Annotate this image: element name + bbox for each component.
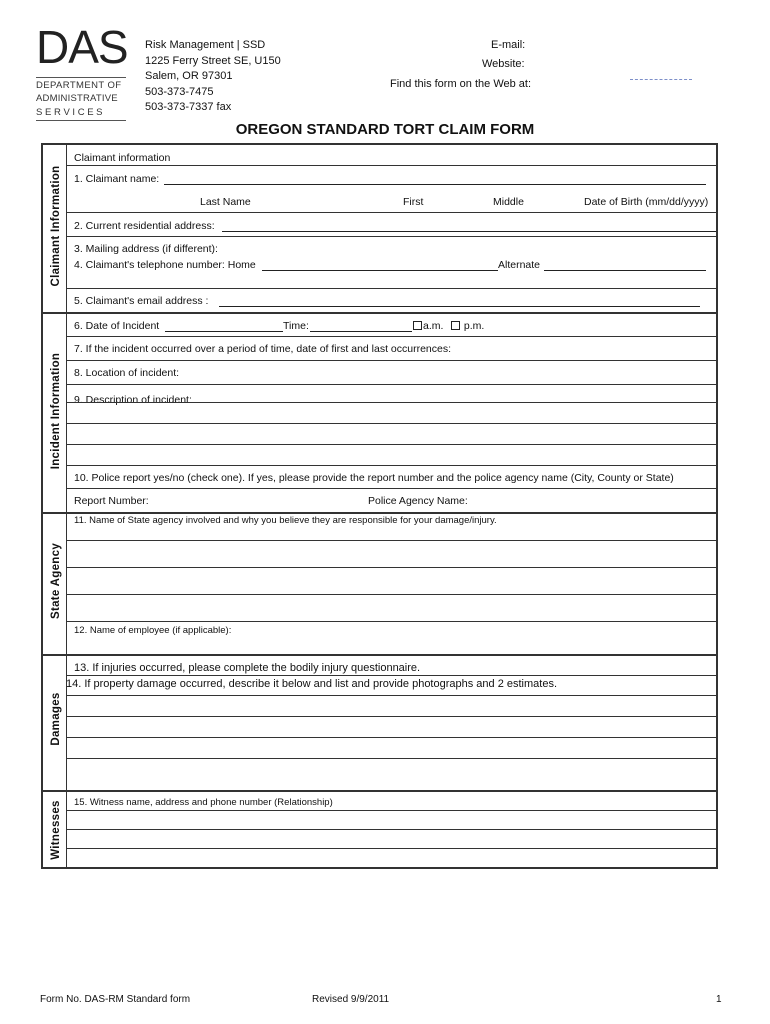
last-name-label: Last Name bbox=[200, 196, 251, 208]
logo-letters: DAS bbox=[36, 21, 128, 73]
q4-telephone: 4. Claimant's telephone number: Home bbox=[74, 259, 256, 271]
footer-revised: Revised 9/9/2011 bbox=[312, 994, 390, 1005]
q2-residential-address: 2. Current residential address: bbox=[74, 220, 215, 232]
time-label: Time: bbox=[283, 320, 309, 332]
contact-line-3: Salem, OR 97301 bbox=[145, 70, 233, 82]
claimant-name-line[interactable] bbox=[164, 184, 706, 185]
section-label-agency: State Agency bbox=[50, 542, 62, 620]
q3-mailing-address: 3. Mailing address (if different): bbox=[74, 243, 218, 255]
pm-option[interactable] bbox=[451, 320, 484, 332]
email-label: E-mail: bbox=[491, 39, 526, 51]
incident-date-line[interactable] bbox=[165, 331, 283, 332]
residential-address-line[interactable] bbox=[222, 231, 716, 232]
first-name-label: First bbox=[403, 196, 424, 208]
q9-description: 9. Description of incident: bbox=[74, 394, 192, 406]
pm-checkbox[interactable] bbox=[451, 321, 460, 330]
police-agency-label: Police Agency Name: bbox=[368, 495, 468, 507]
web-link[interactable] bbox=[630, 77, 692, 80]
form-title: OREGON STANDARD TORT CLAIM FORM bbox=[235, 121, 535, 138]
logo-line-3: S E R V I C E S bbox=[36, 107, 103, 118]
middle-name-label: Middle bbox=[493, 196, 524, 208]
section-label-claimant: Claimant Information bbox=[50, 165, 62, 287]
q1-claimant-name: 1. Claimant name: bbox=[74, 173, 160, 185]
claimant-header: Claimant information bbox=[74, 152, 171, 164]
contact-block bbox=[145, 38, 281, 116]
q5-email: 5. Claimant's email address : bbox=[74, 295, 209, 307]
logo-line-2: ADMINISTRATIVE bbox=[36, 93, 118, 104]
section-label-damages: Damages bbox=[50, 692, 62, 746]
report-number-label: Report Number: bbox=[74, 495, 149, 507]
contact-line-5: 503-373-7337 fax bbox=[145, 101, 232, 113]
find-form-label: Find this form on the Web at: bbox=[390, 78, 532, 90]
pm-label: p.m. bbox=[463, 320, 485, 332]
incident-time-line[interactable] bbox=[310, 331, 412, 332]
email-line[interactable] bbox=[219, 306, 700, 307]
contact-line-2: 1225 Ferry Street SE, U150 bbox=[145, 54, 281, 67]
section-label-incident: Incident Information bbox=[50, 352, 62, 470]
q14-property-damage: 14. If property damage occurred, describe it below and list and provide photographs and 2 estimates. bbox=[66, 678, 558, 690]
logo-line-1: DEPARTMENT OF bbox=[36, 80, 122, 91]
footer-form-number: Form No. DAS-RM Standard form bbox=[40, 994, 191, 1005]
am-checkbox[interactable] bbox=[413, 321, 422, 330]
am-label: a.m. bbox=[423, 320, 444, 332]
q13-bodily-injury: 13. If injuries occurred, please complete the bodily injury questionnaire. bbox=[74, 662, 421, 674]
dob-label: Date of Birth (mm/dd/yyyy) bbox=[584, 196, 709, 208]
contact-line-4: 503-373-7475 bbox=[145, 85, 214, 98]
home-phone-line[interactable] bbox=[262, 270, 498, 271]
website-label: Website: bbox=[482, 58, 525, 70]
q10-police-report: 10. Police report yes/no (check one). If yes, please provide the report number and the police agency name (City, County or State) bbox=[74, 472, 674, 484]
q8-location: 8. Location of incident: bbox=[74, 367, 180, 379]
alternate-label: Alternate bbox=[498, 259, 541, 271]
footer-page-number: 1 bbox=[716, 994, 722, 1005]
q12-employee: 12. Name of employee (if applicable): bbox=[74, 625, 232, 636]
am-option[interactable] bbox=[413, 320, 443, 332]
das-logo bbox=[36, 21, 128, 118]
alternate-phone-line[interactable] bbox=[544, 270, 706, 271]
q15-witness: 15. Witness name, address and phone number (Relationship) bbox=[74, 797, 333, 808]
q7-period-of-time: 7. If the incident occurred over a period of time, date of first and last occurrences: bbox=[74, 343, 452, 355]
q6-date-of-incident: 6. Date of Incident bbox=[74, 320, 160, 332]
contact-line-1: Risk Management | SSD bbox=[145, 39, 266, 51]
section-label-witnesses: Witnesses bbox=[50, 800, 62, 860]
q11-state-agency: 11. Name of State agency involved and why you believe they are responsible for your damage/injury. bbox=[74, 515, 497, 526]
